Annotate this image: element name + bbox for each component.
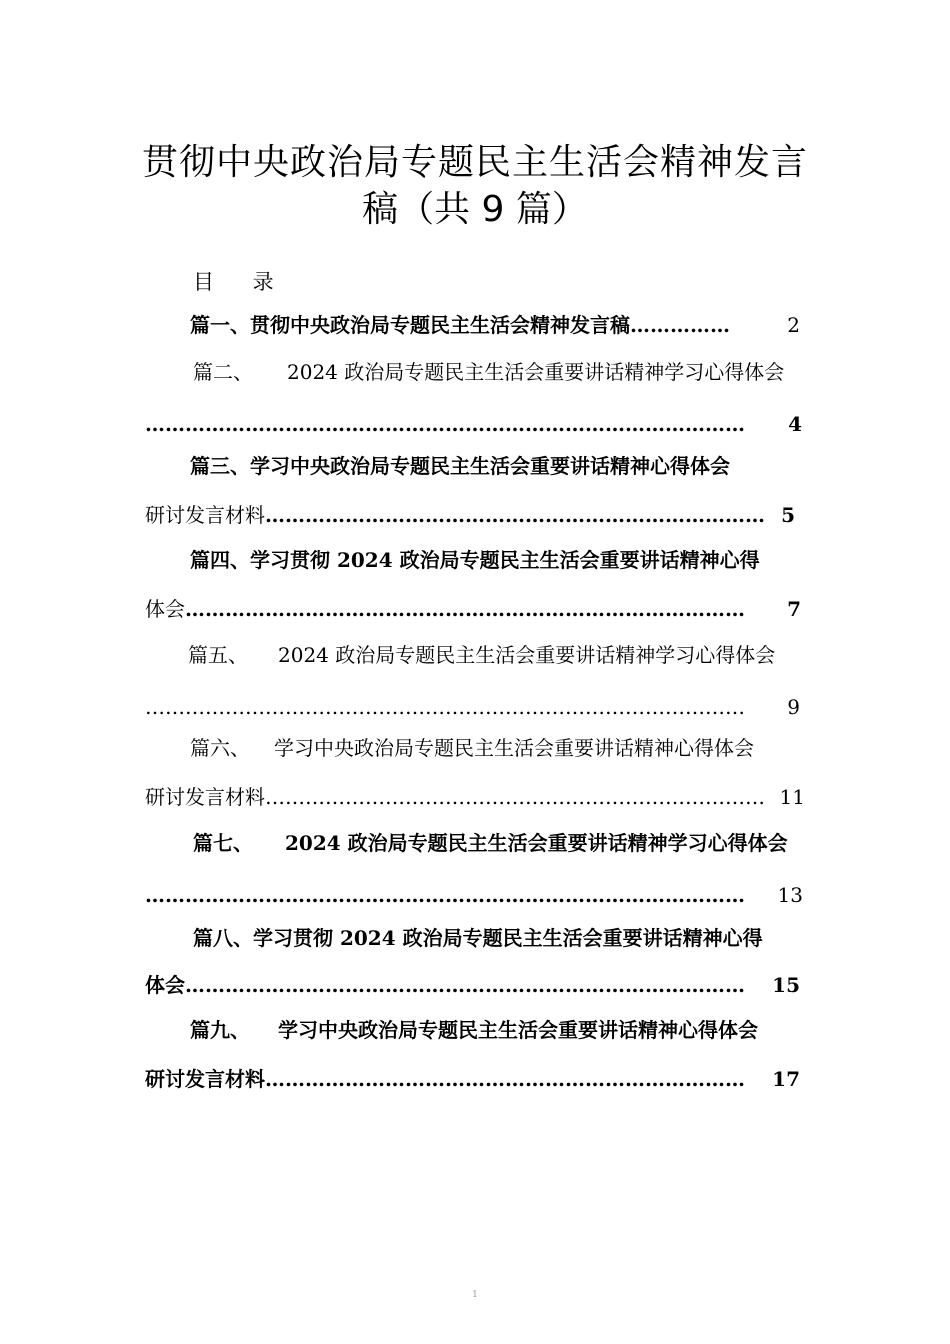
toc-entry-4-leader [145, 599, 801, 619]
toc-entry-7-number: 篇七、 [193, 831, 253, 855]
toc-entry-9-text: 学习中央政治局专题民主生活会重要讲话精神心得体会 [278, 1018, 758, 1042]
toc-entry-7-title [193, 833, 805, 853]
toc-entry-8-page: 15 [772, 973, 800, 997]
toc-entry-5-text: 2024 政治局专题民主生活会重要讲话精神学习心得体会 [278, 643, 776, 667]
toc-entry-3-text-cont: 研讨发言材料 [145, 503, 265, 527]
toc-entry-6-leader [145, 787, 805, 807]
document-title-line-1: 贯彻中央政治局专题民主生活会精神发言 [141, 142, 808, 183]
page-number: 1 [472, 1290, 478, 1300]
toc-entry-9-text-cont: 研讨发言材料 [145, 1067, 265, 1091]
toc-entry-9-dots: ……………………………………………………………… [265, 1069, 745, 1089]
toc-entry-7-dots: ……………………………………………………………………………… [145, 885, 745, 905]
toc-entry-7-text: 2024 政治局专题民主生活会重要讲话精神学习心得体会 [285, 831, 788, 855]
toc-entry-6-dots: ………………………………………………………………… [265, 787, 765, 807]
toc-entry-2-title [193, 362, 805, 382]
toc-entry-2-text: 2024 政治局专题民主生活会重要讲话精神学习心得体会 [287, 360, 785, 384]
toc-entry-8-dots: ………………………………………………………………………… [185, 975, 745, 995]
toc-entry-5-dots: ……………………………………………………………………………… [145, 697, 745, 717]
toc-entry-6-number: 篇六、 [190, 736, 250, 760]
toc-entry-1-page: 2 [787, 313, 800, 337]
toc-entry-9-page: 17 [772, 1067, 800, 1091]
toc-entry-5-title [188, 645, 804, 665]
toc-entry-4-text-cont: 体会 [145, 597, 185, 621]
toc-entry-3-dots: ………………………………………………………………… [265, 505, 765, 525]
toc-entry-6-text-cont: 研讨发言材料 [145, 785, 265, 809]
toc-entry-4-title [190, 550, 804, 570]
document-title-line-2: 稿（共 9 篇） [362, 189, 588, 230]
toc-entry-8-leader [145, 975, 800, 995]
toc-entry-5-leader [145, 697, 800, 717]
toc-entry-1-dots: …………… [630, 315, 730, 335]
toc-entry-4-page: 7 [787, 597, 801, 621]
toc-entry-6-title [190, 738, 800, 758]
toc-entry-2-leader [145, 414, 802, 434]
toc-entry-6-text: 学习中央政治局专题民主生活会重要讲话精神心得体会 [274, 736, 754, 760]
toc-entry-4-dots: ………………………………………………………………………… [185, 599, 745, 619]
toc-entry-7-page: 13 [777, 883, 803, 907]
toc-entry-2-number: 篇二、 [193, 360, 253, 384]
toc-entry-9-title [190, 1020, 800, 1040]
toc-entry-9-number: 篇九、 [190, 1018, 250, 1042]
toc-entry-5-number: 篇五、 [188, 643, 248, 667]
toc-entry-5-page: 9 [787, 695, 800, 719]
toc-entry-2-dots: ……………………………………………………………………………… [145, 414, 745, 434]
toc-entry-1-text: 篇一、贯彻中央政治局专题民主生活会精神发言稿 [190, 313, 630, 337]
toc-entry-2-page: 4 [788, 412, 802, 436]
toc-entry-8-title [193, 928, 805, 948]
toc-entry-3-leader [145, 505, 795, 525]
toc-entry-8-text-cont: 体会 [145, 973, 185, 997]
toc-entry-3-title [190, 456, 802, 476]
toc-entry-4-text: 篇四、学习贯彻 2024 政治局专题民主生活会重要讲话精神心得 [190, 548, 760, 572]
toc-entry-7-leader [145, 885, 803, 905]
toc-entry-3-page: 5 [781, 503, 795, 527]
toc-entry-3-text: 篇三、学习中央政治局专题民主生活会重要讲话精神心得体会 [190, 454, 730, 478]
toc-entry-9-leader [145, 1069, 800, 1089]
toc-entry-6-page: 11 [779, 785, 805, 809]
toc-entry-8-text: 篇八、学习贯彻 2024 政治局专题民主生活会重要讲话精神心得 [193, 926, 763, 950]
toc-heading: 目 录 [193, 270, 290, 294]
toc-entry-1 [190, 315, 800, 335]
